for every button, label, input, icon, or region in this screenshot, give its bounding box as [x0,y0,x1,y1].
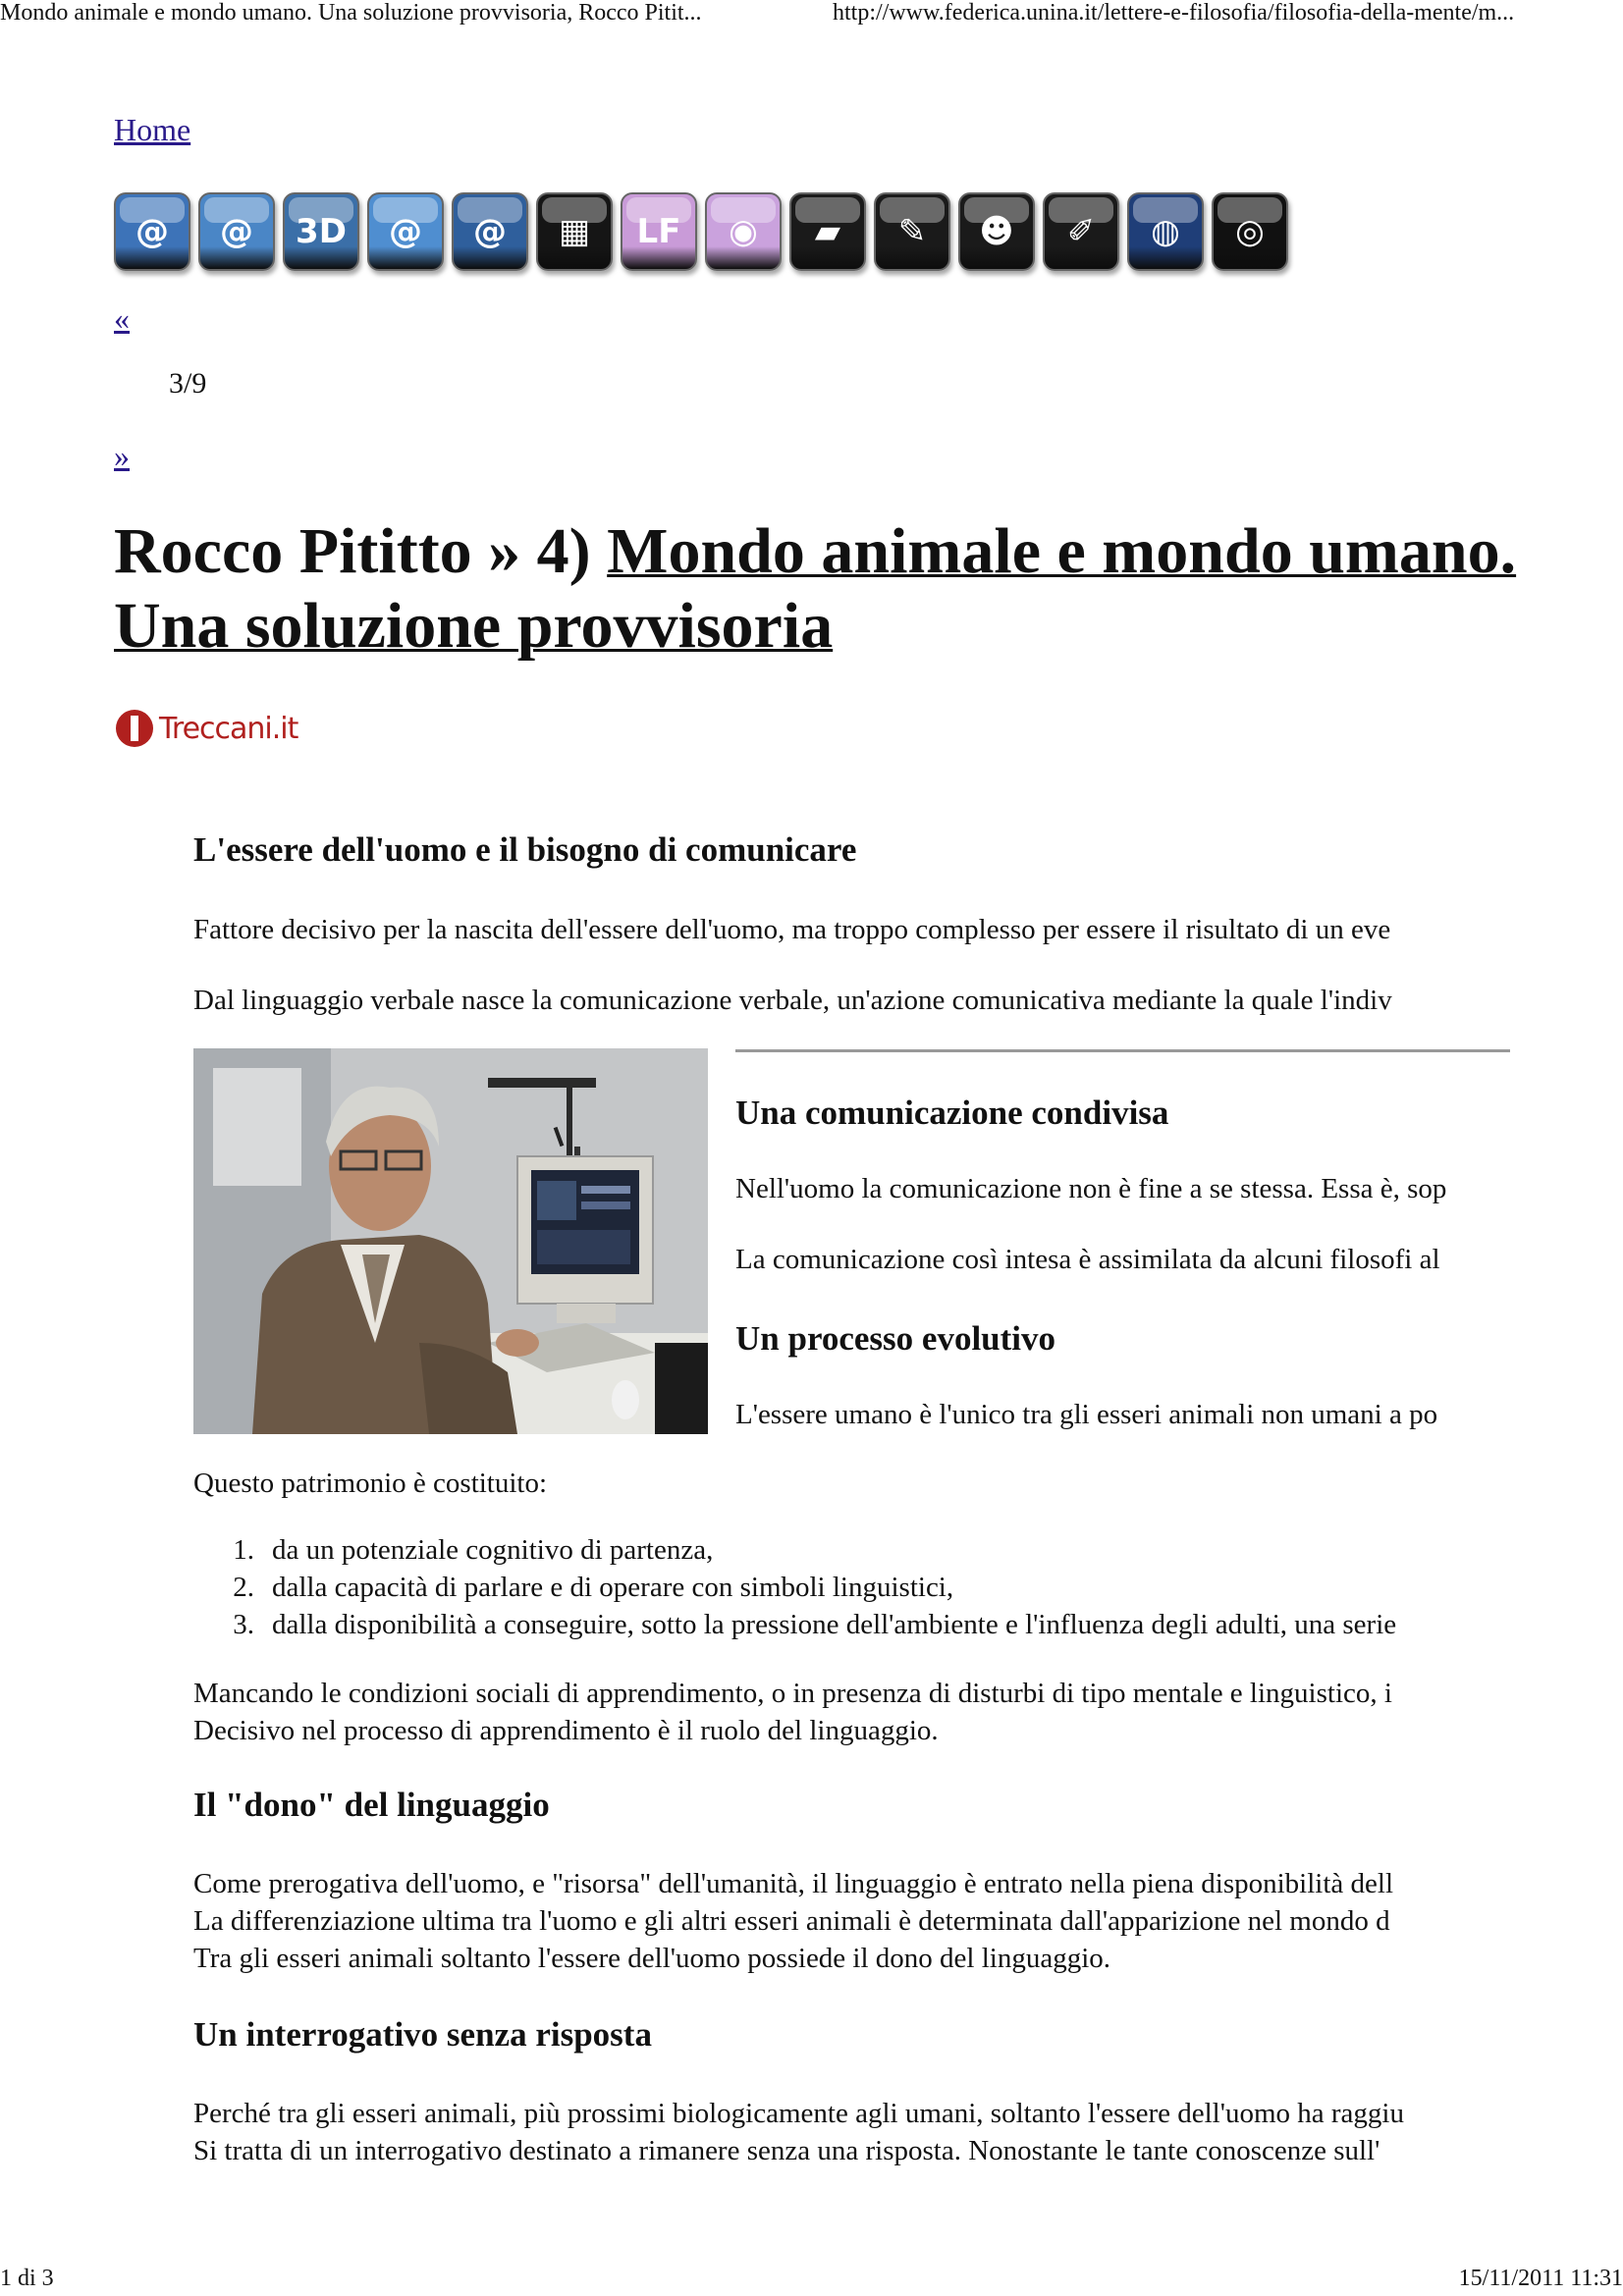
home-link[interactable]: Home [114,112,191,147]
title-link-line1: Mondo animale e mondo umano. [607,515,1517,587]
author-photo [193,1048,708,1434]
paragraph-9 [193,2095,1510,2169]
treccani-logo[interactable] [116,708,298,749]
paragraph-8-line-3: Tra gli esseri animali soltanto l'essere dell'uomo possiede il dono del linguaggio. [193,1943,1111,1974]
paragraph-8-line-1: Come prerogativa dell'uomo, e "risorsa" dell'umanità, il linguaggio è entrato nella piena disponibilità dell [193,1868,1394,1899]
globe-book-icon[interactable] [705,192,782,271]
lf-icon-glyph: LF [636,212,681,251]
prev-page-link[interactable]: « [114,300,130,336]
section-heading-dono: Il "dono" del linguaggio [193,1786,550,1824]
campus-compass-icon-glyph: @ [389,212,422,251]
campus-compass-icon[interactable] [367,192,444,271]
next-page-link[interactable]: » [114,438,130,473]
title-link-line2: Una soluzione provvisoria [114,590,834,662]
ruler-icon-glyph: ✐ [1066,212,1096,251]
print-header-title: Mondo animale e mondo umano. Una soluzione provvisoria, Rocco Pitit... [0,0,702,26]
paragraph-9-line-2: Si tratta di un interrogativo destinato a rimanere senza una risposta. Nonostante le tante conoscenze sull' [193,2135,1380,2166]
podcast-icon-glyph: ◎ [1235,212,1265,251]
federica-3d-icon[interactable] [283,192,359,271]
paragraph-7-line-2: Decisivo nel processo di apprendimento è il ruolo del linguaggio. [193,1715,939,1746]
section-heading-interrogativo: Un interrogativo senza risposta [193,2015,652,2054]
paragraph-2: Dal linguaggio verbale nasce la comunicazione verbale, un'azione comunicativa mediante la quale l'indiv [193,985,1392,1016]
list-item-text: dalla capacità di parlare e di operare con simboli linguistici, [272,1572,954,1603]
federica-icon[interactable] [114,192,190,271]
paragraph-6: Questo patrimonio è costituito: [193,1468,548,1499]
federica-icon-glyph: @ [135,212,169,251]
ruler-icon[interactable] [1043,192,1119,271]
title-author: Rocco Pititto » 4) [114,515,591,587]
world-icon-glyph: ◍ [1151,212,1180,251]
paragraph-8-line-2: La differenziazione ultima tra l'uomo e gli altri esseri animali è determinata dall'apparizione nel mondo d [193,1905,1390,1937]
section-heading-processo: Un processo evolutivo [735,1319,1056,1358]
lf-icon[interactable] [621,192,697,271]
list-item-number: 1. [233,1534,254,1566]
icon-toolbar [114,192,1288,277]
section-heading-condivisa: Una comunicazione condivisa [735,1094,1169,1132]
checker-grid-icon-glyph: ▦ [558,212,591,251]
federica-mobile-icon[interactable] [198,192,275,271]
folder-icon-glyph: ▰ [814,212,841,251]
print-header-url: http://www.federica.unina.it/lettere-e-filosofia/filosofia-della-mente/m... [833,0,1515,26]
list-item-number: 2. [233,1572,254,1603]
paragraph-4: La comunicazione così intesa è assimilata da alcuni filosofi al [735,1244,1440,1275]
ordered-list [193,1531,1510,1643]
list-item [193,1569,1510,1606]
paragraph-5: L'essere umano è l'unico tra gli esseri animali non umani a po [735,1399,1438,1430]
federica-mobile-icon-glyph: @ [220,212,253,251]
podcast-icon[interactable] [1212,192,1288,271]
federica-3d-icon-glyph: 3D [296,212,347,251]
treccani-mark-icon [116,710,153,747]
world-icon[interactable] [1127,192,1204,271]
page-title [114,514,1518,664]
print-footer-datetime: 15/11/2011 11:31 [1458,2266,1623,2291]
paragraph-7-line-1: Mancando le condizioni sociali di apprendimento, o in presenza di disturbi di tipo mentale e linguistico, i [193,1678,1392,1709]
list-item-text: da un potenziale cognitivo di partenza, [272,1534,714,1566]
folder-icon[interactable] [789,192,866,271]
print-footer-page: 1 di 3 [0,2266,54,2291]
paragraph-3: Nell'uomo la comunicazione non è fine a se stessa. Essa è, sop [735,1173,1447,1204]
federica-web-icon-glyph: @ [473,212,507,251]
list-item-text: dalla disponibilità a conseguire, sotto la pressione dell'ambiente e l'influenza degli adulti, una serie [272,1609,1397,1640]
paragraph-7 [193,1675,1510,1749]
federica-web-icon[interactable] [452,192,528,271]
list-item [193,1531,1510,1569]
list-item-number: 3. [233,1609,254,1640]
treccani-logo-text: Treccani.it [159,711,298,746]
abc-test-icon-glyph: ✎ [897,212,927,251]
section-heading-essere: L'essere dell'uomo e il bisogno di comunicare [193,830,857,869]
paragraph-9-line-1: Perché tra gli esseri animali, più prossimi biologicamente agli umani, soltanto l'essere dell'uomo ha raggiu [193,2098,1404,2129]
globe-book-icon-glyph: ◉ [729,212,758,251]
paragraph-8 [193,1865,1510,1977]
page-counter: 3/9 [169,367,207,400]
people-icon[interactable] [958,192,1035,271]
checker-grid-icon[interactable] [536,192,613,271]
people-icon-glyph: ☻ [979,212,1014,251]
list-item [193,1606,1510,1643]
section-divider [735,1049,1510,1052]
abc-test-icon[interactable] [874,192,950,271]
paragraph-1: Fattore decisivo per la nascita dell'essere dell'uomo, ma troppo complesso per essere il risultato di un eve [193,914,1391,945]
